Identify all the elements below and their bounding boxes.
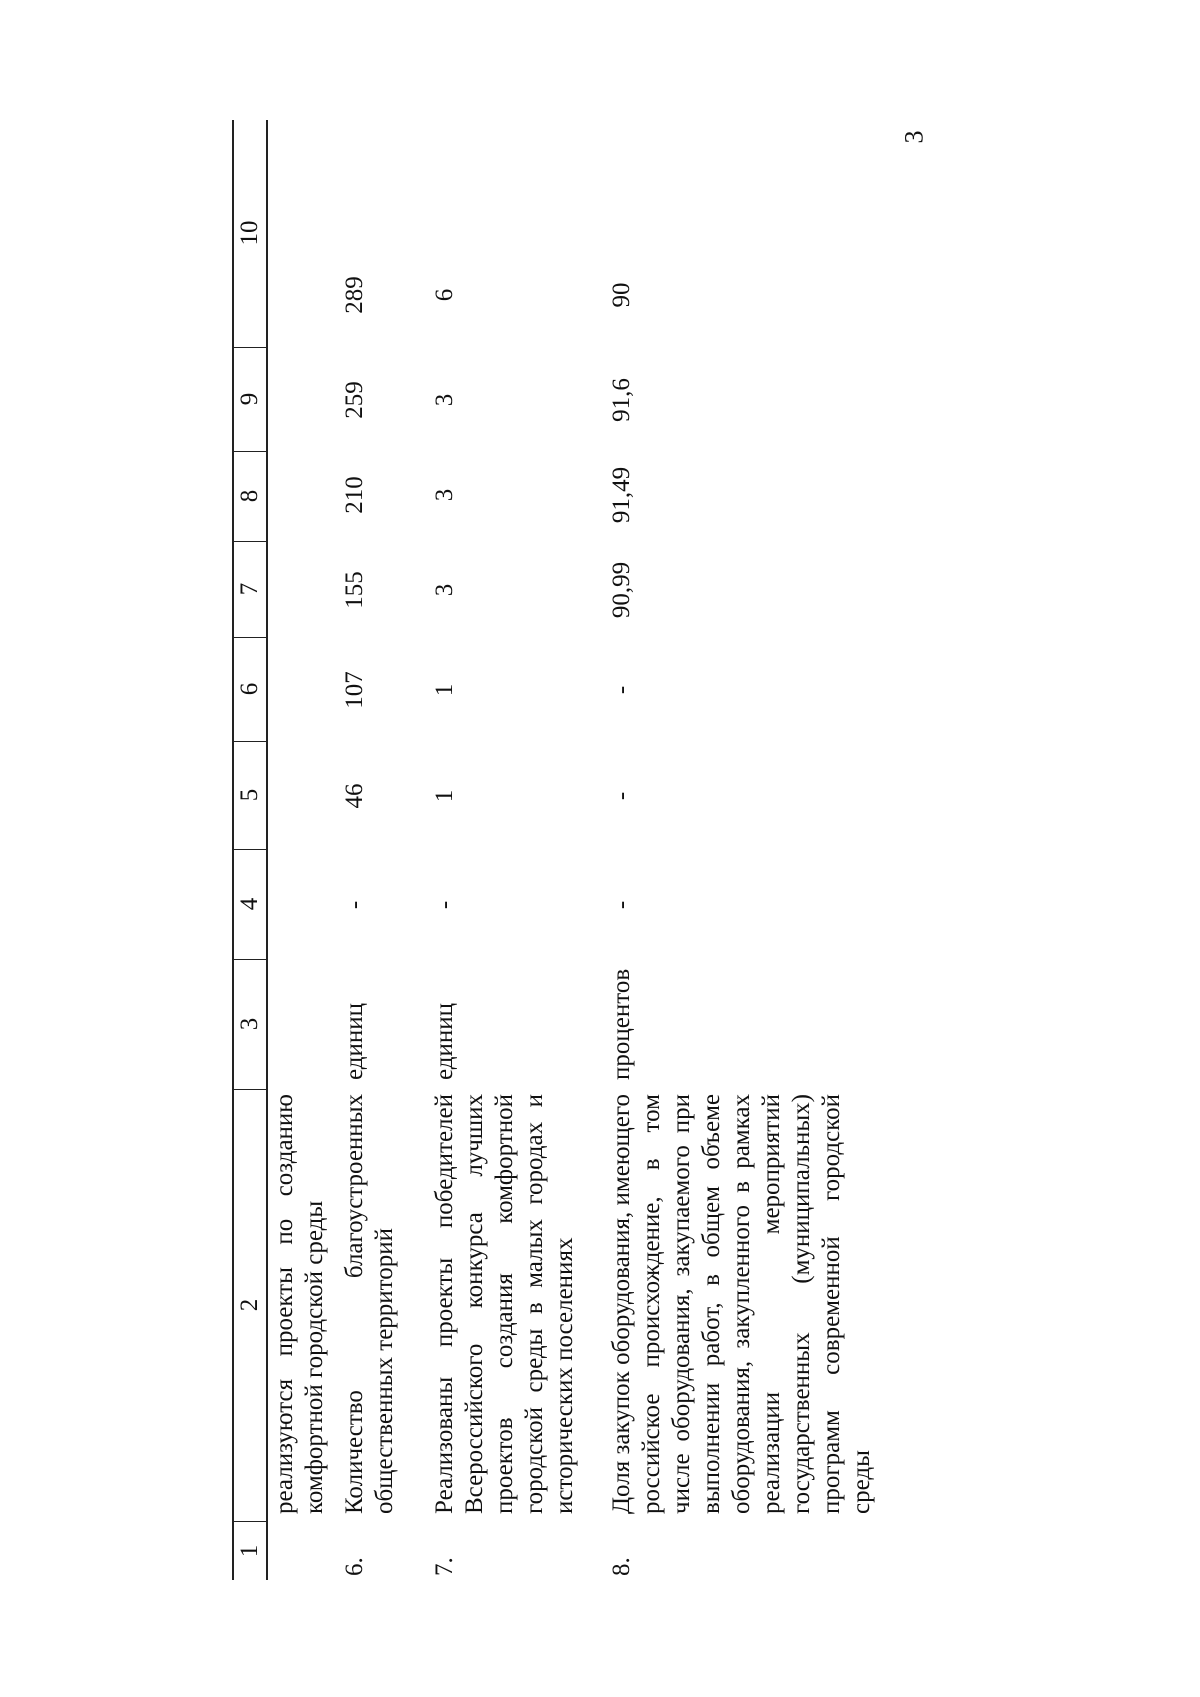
header-col-3: 3 bbox=[234, 959, 266, 1090]
row-value-4: - bbox=[608, 900, 635, 910]
header-col-1: 1 bbox=[236, 1544, 263, 1558]
row-value-6: 1 bbox=[431, 683, 458, 697]
row-value-4: - bbox=[341, 900, 368, 910]
row-value-8: 91,49 bbox=[608, 466, 635, 524]
row-value-7: 155 bbox=[341, 571, 368, 609]
row-value-8: 3 bbox=[431, 488, 458, 502]
row-description: реализуются проекты по созданию комфортной городской среды bbox=[271, 1094, 328, 1514]
row-value-9: 3 bbox=[431, 393, 458, 407]
row-value-5: 1 bbox=[431, 789, 458, 803]
row-value-9: 259 bbox=[341, 381, 368, 419]
row-value-8: 210 bbox=[341, 476, 368, 514]
header-col-6: 6 bbox=[234, 637, 266, 742]
header-col-9: 9 bbox=[234, 347, 266, 452]
header-col-2: 2 bbox=[234, 1089, 266, 1522]
header-col-10: 10 bbox=[234, 119, 266, 348]
row-value-4: - bbox=[431, 900, 458, 910]
header-col-5: 5 bbox=[234, 741, 266, 850]
row-value-10: 6 bbox=[431, 288, 458, 302]
row-value-7: 3 bbox=[431, 583, 458, 597]
row-value-9: 91,6 bbox=[608, 378, 635, 422]
row-value-6: - bbox=[608, 685, 635, 695]
row-number: 8. bbox=[608, 1557, 635, 1576]
header-col-4: 4 bbox=[234, 849, 266, 960]
row-unit: единиц bbox=[341, 1002, 368, 1080]
row-value-5: 46 bbox=[341, 783, 368, 809]
row-number: 6. bbox=[341, 1557, 368, 1576]
row-value-10: 90 bbox=[608, 282, 635, 308]
table-header bbox=[232, 120, 268, 1580]
row-value-6: 107 bbox=[341, 671, 368, 709]
row-value-7: 90,99 bbox=[608, 561, 635, 619]
row-description: Реализованы проекты победителей Всероссийского конкурса лучших проектов создания комфортной городской среды в малых городах и исторических поселениях bbox=[431, 1094, 578, 1514]
row-description: Доля закупок оборудования, имеющего российское происхождение, в том числе оборудования, закупаемого при выполнении работ, в общем объеме оборудования, закупленного в рамках реализации мероприятий государственных (муниципальных) программ современной городской среды bbox=[608, 1094, 875, 1514]
row-value-5: - bbox=[608, 791, 635, 801]
page-number: 3 bbox=[899, 130, 929, 144]
row-unit: процентов bbox=[608, 968, 635, 1080]
row-description: Количество благоустроенных общественных территорий bbox=[341, 1094, 398, 1514]
row-unit: единиц bbox=[431, 1002, 458, 1080]
indicators-table bbox=[232, 120, 992, 1580]
header-col-7: 7 bbox=[234, 541, 266, 638]
header-col-8: 8 bbox=[234, 451, 266, 542]
row-number: 7. bbox=[431, 1557, 458, 1576]
row-value-10: 289 bbox=[341, 276, 368, 314]
